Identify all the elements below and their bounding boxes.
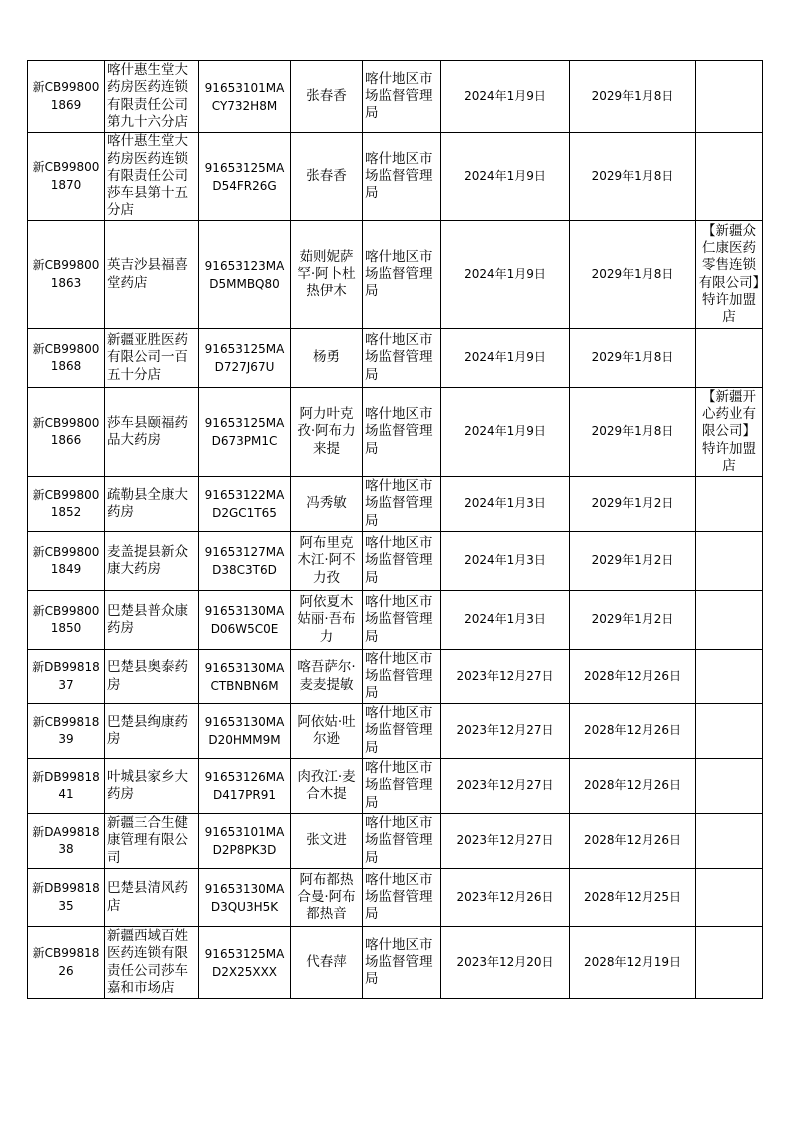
company-name-text: 疏勒县全康大药房: [107, 486, 188, 520]
legal-person-text: 张文进: [306, 832, 347, 849]
issue-date-text: 2023年12月20日: [456, 954, 554, 969]
license-number-text: 新CB998001868: [32, 341, 100, 373]
table-row: [28, 869, 763, 927]
credit-code-text: 91653125MAD54FR26G: [204, 160, 285, 193]
company-name-cell: [105, 61, 199, 133]
company-name-cell: [105, 869, 199, 927]
credit-code-cell: [199, 61, 291, 133]
expiry-date-text: 2029年1月2日: [591, 612, 674, 627]
license-number-text: 新CB998001870: [32, 160, 100, 192]
table-row: [28, 927, 763, 999]
issuing-authority-cell: [363, 61, 441, 133]
license-number-text: 新CB998001852: [32, 487, 100, 519]
credit-code-cell: [199, 329, 291, 388]
table-row: [28, 477, 763, 532]
issuing-authority-text: 喀什地区市场监督管理局: [365, 150, 433, 202]
issuing-authority-cell: [363, 869, 441, 927]
credit-code-cell: [199, 704, 291, 759]
expiry-date-text: 2029年1月8日: [591, 266, 674, 281]
company-name-cell: [105, 759, 199, 814]
license-number-cell: [28, 650, 105, 704]
issuing-authority-text: 喀什地区市场监督管理局: [365, 871, 433, 923]
issuing-authority-text: 喀什地区市场监督管理局: [365, 248, 433, 300]
issue-date-text: 2023年12月27日: [456, 833, 554, 848]
credit-code-cell: [199, 869, 291, 927]
table-row: [28, 133, 763, 221]
legal-person-cell: [291, 477, 363, 532]
issue-date-cell: [441, 477, 570, 532]
issuing-authority-text: 喀什地区市场监督管理局: [365, 760, 433, 811]
legal-person-text: 杨勇: [313, 349, 340, 366]
expiry-date-text: 2029年1月2日: [591, 553, 674, 568]
company-name-cell: [105, 814, 199, 869]
legal-person-cell: [291, 61, 363, 133]
expiry-date-cell: [570, 704, 696, 759]
legal-person-cell: [291, 591, 363, 650]
remarks-cell: [696, 133, 763, 221]
expiry-date-cell: [570, 759, 696, 814]
issuing-authority-cell: [363, 591, 441, 650]
legal-person-text: 喀吾萨尔·麦麦提敏: [297, 659, 356, 693]
issue-date-cell: [441, 927, 570, 999]
expiry-date-text: 2028年12月26日: [583, 668, 682, 683]
table-row: [28, 591, 763, 650]
company-name-text: 巴楚县普众康药房: [107, 602, 188, 636]
remarks-cell: [696, 869, 763, 927]
company-name-cell: [105, 591, 199, 650]
remarks-cell: [696, 388, 763, 477]
legal-person-cell: [291, 329, 363, 388]
company-name-text: 新疆三合生健康管理有限公司: [107, 815, 188, 866]
expiry-date-cell: [570, 477, 696, 532]
license-number-cell: [28, 759, 105, 814]
license-number-text: 新CB998001850: [32, 603, 100, 635]
credit-code-text: 91653130MAD3QU3H5K: [204, 881, 285, 914]
legal-person-cell: [291, 927, 363, 999]
issue-date-cell: [441, 869, 570, 927]
company-name-text: 巴楚县清风药店: [107, 880, 188, 914]
company-name-text: 新疆亚胜医药有限公司一百五十分店: [107, 332, 188, 383]
issue-date-text: 2024年1月9日: [464, 266, 546, 281]
table-row: [28, 61, 763, 133]
table-body: [28, 61, 763, 999]
license-number-cell: [28, 869, 105, 927]
legal-person-text: 代春萍: [306, 953, 347, 970]
license-number-text: 新CB9981826: [32, 946, 100, 978]
issuing-authority-cell: [363, 704, 441, 759]
expiry-date-cell: [570, 532, 696, 591]
license-table: [27, 60, 763, 999]
company-name-cell: [105, 329, 199, 388]
credit-code-cell: [199, 650, 291, 704]
issuing-authority-cell: [363, 477, 441, 532]
license-number-text: 新CB998001863: [32, 258, 100, 290]
expiry-date-cell: [570, 927, 696, 999]
legal-person-cell: [291, 221, 363, 329]
issuing-authority-cell: [363, 532, 441, 591]
issuing-authority-text: 喀什地区市场监督管理局: [365, 332, 433, 383]
credit-code-text: 91653130MAD06W5C0E: [204, 604, 285, 636]
legal-person-text: 茹则妮萨罕·阿卜杜热伊木: [297, 248, 356, 300]
issuing-authority-text: 喀什地区市场监督管理局: [365, 815, 433, 866]
issue-date-text: 2023年12月27日: [456, 778, 554, 793]
expiry-date-cell: [570, 591, 696, 650]
legal-person-text: 张春香: [306, 87, 347, 104]
remarks-cell: [696, 650, 763, 704]
issuing-authority-cell: [363, 650, 441, 704]
issue-date-cell: [441, 221, 570, 329]
legal-person-text: 阿依夏木姑丽·吾布力: [297, 594, 356, 645]
table-row: [28, 704, 763, 759]
company-name-text: 喀什惠生堂大药房医药连锁有限责任公司莎车县第十五分店: [107, 133, 188, 219]
legal-person-text: 阿布都热合曼·阿布都热音: [297, 871, 356, 923]
legal-person-text: 冯秀敏: [306, 495, 347, 512]
issue-date-cell: [441, 329, 570, 388]
issuing-authority-text: 喀什地区市场监督管理局: [365, 594, 433, 645]
license-number-text: 新DA9981838: [32, 824, 100, 856]
company-name-cell: [105, 388, 199, 477]
legal-person-cell: [291, 759, 363, 814]
expiry-date-text: 2028年12月26日: [583, 833, 682, 848]
credit-code-cell: [199, 814, 291, 869]
legal-person-text: 阿力叶克孜·阿布力来提: [297, 406, 356, 457]
issuing-authority-text: 喀什地区市场监督管理局: [365, 478, 433, 529]
table-row: [28, 329, 763, 388]
expiry-date-cell: [570, 329, 696, 388]
company-name-text: 喀什惠生堂大药房医药连锁有限责任公司第九十六分店: [107, 61, 188, 130]
license-number-cell: [28, 221, 105, 329]
license-number-text: 新CB998001866: [32, 415, 100, 447]
issue-date-text: 2024年1月9日: [464, 168, 546, 183]
expiry-date-cell: [570, 221, 696, 329]
remarks-cell: [696, 477, 763, 532]
remarks-cell: [696, 532, 763, 591]
issue-date-text: 2024年1月3日: [464, 612, 546, 627]
company-name-text: 巴楚县奥泰药房: [107, 659, 188, 693]
expiry-date-text: 2028年12月19日: [583, 954, 682, 969]
company-name-text: 莎车县颐福药品大药房: [107, 414, 188, 448]
expiry-date-text: 2028年12月25日: [583, 889, 682, 904]
issue-date-text: 2024年1月3日: [464, 496, 546, 511]
credit-code-cell: [199, 927, 291, 999]
expiry-date-cell: [570, 61, 696, 133]
credit-code-text: 91653130MAD20HMM9M: [204, 715, 285, 747]
expiry-date-text: 2029年1月8日: [591, 168, 674, 183]
license-number-cell: [28, 329, 105, 388]
table-row: [28, 759, 763, 814]
legal-person-cell: [291, 869, 363, 927]
expiry-date-text: 2028年12月26日: [583, 778, 682, 793]
remarks-cell: [696, 759, 763, 814]
issuing-authority-cell: [363, 927, 441, 999]
company-name-cell: [105, 133, 199, 221]
company-name-cell: [105, 221, 199, 329]
expiry-date-text: 2029年1月8日: [591, 350, 674, 365]
credit-code-text: 91653123MAD5MMBQ80: [204, 258, 285, 291]
company-name-cell: [105, 704, 199, 759]
issue-date-cell: [441, 704, 570, 759]
license-number-cell: [28, 814, 105, 869]
legal-person-cell: [291, 133, 363, 221]
expiry-date-cell: [570, 133, 696, 221]
legal-person-cell: [291, 704, 363, 759]
credit-code-cell: [199, 477, 291, 532]
issue-date-cell: [441, 133, 570, 221]
credit-code-text: 91653101MAD2P8PK3D: [204, 825, 285, 857]
issue-date-text: 2024年1月9日: [464, 424, 546, 439]
license-number-cell: [28, 477, 105, 532]
license-number-cell: [28, 591, 105, 650]
license-number-cell: [28, 133, 105, 221]
license-number-cell: [28, 532, 105, 591]
issuing-authority-text: 喀什地区市场监督管理局: [365, 70, 433, 122]
credit-code-text: 91653125MAD673PM1C: [204, 416, 285, 448]
credit-code-cell: [199, 591, 291, 650]
issue-date-text: 2024年1月9日: [464, 88, 546, 103]
company-name-cell: [105, 532, 199, 591]
table-row: [28, 388, 763, 477]
remarks-cell: [696, 61, 763, 133]
table-row: [28, 650, 763, 704]
remarks-cell: [696, 591, 763, 650]
expiry-date-cell: [570, 869, 696, 927]
table-row: [28, 532, 763, 591]
remarks-cell: [696, 814, 763, 869]
license-number-text: 新DB9981835: [32, 881, 100, 913]
legal-person-text: 张春香: [306, 167, 347, 184]
company-name-cell: [105, 650, 199, 704]
issuing-authority-cell: [363, 759, 441, 814]
issuing-authority-text: 喀什地区市场监督管理局: [365, 535, 433, 586]
credit-code-text: 91653126MAD417PR91: [204, 770, 285, 802]
license-number-text: 新CB998001849: [32, 544, 100, 576]
issue-date-text: 2023年12月27日: [456, 668, 554, 683]
credit-code-cell: [199, 532, 291, 591]
issuing-authority-cell: [363, 814, 441, 869]
license-number-cell: [28, 927, 105, 999]
credit-code-text: 91653101MACY732H8M: [204, 80, 285, 113]
license-number-cell: [28, 388, 105, 477]
issue-date-cell: [441, 759, 570, 814]
legal-person-text: 肉孜江·麦合木提: [297, 768, 356, 802]
issue-date-cell: [441, 591, 570, 650]
remarks-cell: [696, 704, 763, 759]
issuing-authority-cell: [363, 133, 441, 221]
credit-code-text: 91653130MACTBNBN6M: [204, 660, 285, 693]
license-number-text: 新DB9981837: [32, 660, 100, 692]
issue-date-cell: [441, 61, 570, 133]
expiry-date-cell: [570, 388, 696, 477]
remarks-cell: [696, 927, 763, 999]
credit-code-text: 91653125MAD727J67U: [204, 342, 285, 374]
issuing-authority-text: 喀什地区市场监督管理局: [365, 705, 433, 756]
remarks-text: 【新疆众仁康医药零售连锁有限公司】特许加盟店: [698, 222, 760, 326]
issue-date-cell: [441, 650, 570, 704]
credit-code-cell: [199, 133, 291, 221]
issuing-authority-cell: [363, 329, 441, 388]
credit-code-cell: [199, 388, 291, 477]
issue-date-cell: [441, 532, 570, 591]
legal-person-cell: [291, 532, 363, 591]
legal-person-cell: [291, 814, 363, 869]
company-name-cell: [105, 477, 199, 532]
license-number-text: 新DB9981841: [32, 769, 100, 801]
table-row: [28, 814, 763, 869]
company-name-text: 新疆西域百姓医药连锁有限责任公司莎车嘉和市场店: [107, 927, 188, 996]
issue-date-cell: [441, 814, 570, 869]
license-number-cell: [28, 704, 105, 759]
legal-person-cell: [291, 650, 363, 704]
company-name-text: 叶城县家乡大药房: [107, 768, 188, 802]
credit-code-text: 91653125MAD2X25XXX: [204, 946, 285, 979]
issue-date-text: 2023年12月27日: [456, 723, 554, 738]
issuing-authority-text: 喀什地区市场监督管理局: [365, 650, 433, 702]
credit-code-text: 91653127MAD38C3T6D: [204, 545, 285, 577]
remarks-text: 【新疆开心药业有限公司】特许加盟店: [702, 388, 756, 474]
remarks-cell: [696, 329, 763, 388]
license-number-text: 新CB9981839: [32, 714, 100, 746]
issuing-authority-text: 喀什地区市场监督管理局: [365, 936, 433, 988]
legal-person-cell: [291, 388, 363, 477]
company-name-text: 巴楚县绚康药房: [107, 713, 188, 747]
issue-date-text: 2023年12月26日: [456, 889, 554, 904]
license-number-cell: [28, 61, 105, 133]
company-name-text: 英吉沙县福喜堂药店: [107, 257, 188, 291]
credit-code-cell: [199, 759, 291, 814]
remarks-cell: [696, 221, 763, 329]
issuing-authority-cell: [363, 221, 441, 329]
legal-person-text: 阿布里克木江·阿不力孜: [297, 535, 356, 586]
expiry-date-text: 2029年1月8日: [591, 88, 674, 103]
issuing-authority-cell: [363, 388, 441, 477]
expiry-date-text: 2029年1月2日: [591, 496, 674, 511]
issue-date-text: 2024年1月9日: [464, 350, 546, 365]
company-name-text: 麦盖提县新众康大药房: [107, 543, 188, 577]
table-row: [28, 221, 763, 329]
expiry-date-cell: [570, 814, 696, 869]
issue-date-cell: [441, 388, 570, 477]
expiry-date-text: 2029年1月8日: [591, 424, 674, 439]
issuing-authority-text: 喀什地区市场监督管理局: [365, 406, 433, 457]
legal-person-text: 阿依姑·吐尔逊: [297, 713, 356, 747]
issue-date-text: 2024年1月3日: [464, 553, 546, 568]
license-number-text: 新CB998001869: [32, 80, 100, 112]
company-name-cell: [105, 927, 199, 999]
expiry-date-text: 2028年12月26日: [583, 723, 682, 738]
expiry-date-cell: [570, 650, 696, 704]
credit-code-text: 91653122MAD2GC1T65: [204, 488, 285, 520]
credit-code-cell: [199, 221, 291, 329]
